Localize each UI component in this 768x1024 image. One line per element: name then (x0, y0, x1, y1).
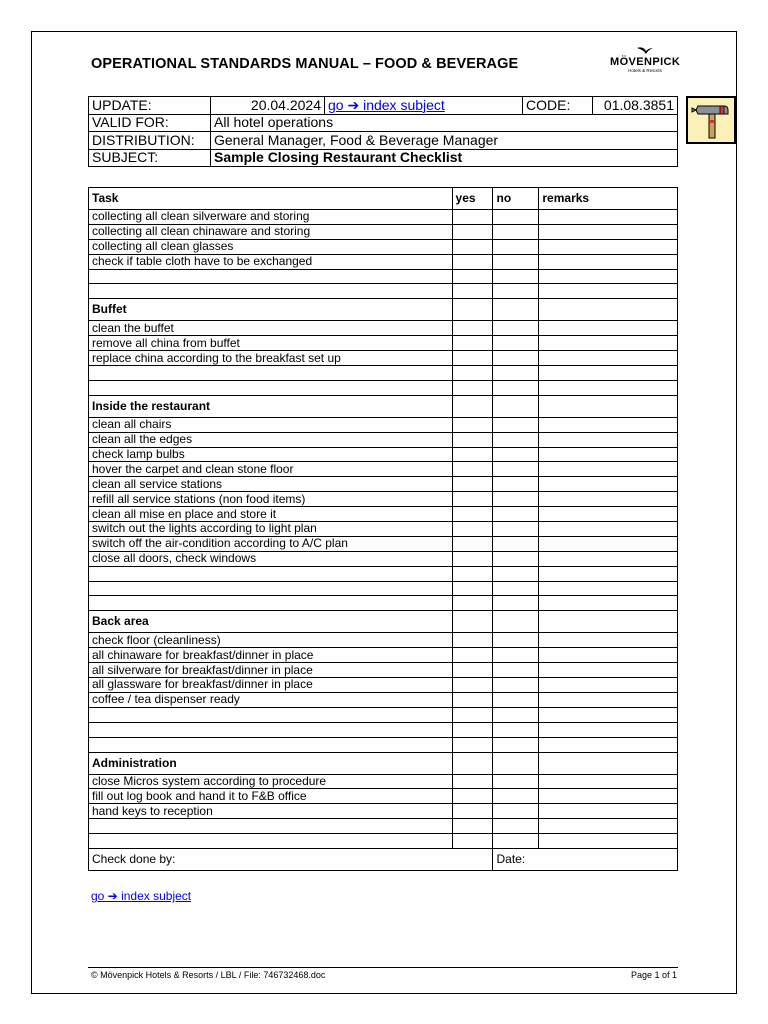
no-cell[interactable] (493, 663, 539, 678)
remarks-cell[interactable] (539, 834, 678, 849)
index-subject-link[interactable]: go ➔ index subject (328, 96, 445, 113)
task-row (89, 366, 678, 381)
task-row (89, 648, 678, 663)
manual-title: OPERATIONAL STANDARDS MANUAL – FOOD & BEVERAGE (91, 56, 519, 72)
task-row (89, 336, 678, 351)
task-row (89, 692, 678, 707)
remarks-cell[interactable] (539, 737, 678, 752)
task-text: check floor (cleanliness) (89, 633, 453, 648)
yes-cell[interactable] (452, 284, 493, 299)
valid-for-value: All hotel operations (211, 114, 678, 132)
remarks-cell[interactable] (539, 581, 678, 596)
no-cell[interactable] (493, 224, 539, 239)
yes-cell[interactable] (452, 336, 493, 351)
distribution-label: DISTRIBUTION: (89, 132, 211, 150)
task-text: replace china according to the breakfast set up (89, 351, 453, 366)
no-cell[interactable] (493, 299, 539, 321)
code-label: CODE: (523, 97, 593, 115)
no-cell[interactable] (493, 269, 539, 284)
no-cell[interactable] (493, 380, 539, 395)
task-row (89, 269, 678, 284)
no-cell[interactable] (493, 692, 539, 707)
no-cell[interactable] (493, 566, 539, 581)
task-row (89, 678, 678, 693)
remarks-cell[interactable] (539, 477, 678, 492)
yes-cell[interactable] (452, 239, 493, 254)
task-header: Task (89, 188, 453, 210)
no-cell[interactable] (493, 633, 539, 648)
yes-cell[interactable] (452, 269, 493, 284)
remarks-cell[interactable] (539, 611, 678, 633)
remarks-cell[interactable] (539, 351, 678, 366)
no-cell[interactable] (493, 819, 539, 834)
yes-cell[interactable] (452, 477, 493, 492)
task-row (89, 239, 678, 254)
section-title: Administration (89, 752, 453, 774)
yes-cell[interactable] (452, 492, 493, 507)
yes-cell[interactable] (452, 224, 493, 239)
yes-cell[interactable] (452, 462, 493, 477)
section-row (89, 395, 678, 417)
yes-cell[interactable] (452, 707, 493, 722)
task-text (89, 269, 453, 284)
task-row (89, 417, 678, 432)
task-text (89, 581, 453, 596)
task-text: clean all mise en place and store it (89, 507, 453, 522)
task-text: all chinaware for breakfast/dinner in place (89, 648, 453, 663)
footer-divider (88, 967, 678, 968)
remarks-cell[interactable] (539, 395, 678, 417)
update-label: UPDATE: (89, 97, 211, 115)
task-text: clean all the edges (89, 432, 453, 447)
remarks-cell[interactable] (539, 819, 678, 834)
yes-cell[interactable] (452, 210, 493, 225)
no-cell[interactable] (493, 447, 539, 462)
no-cell[interactable] (493, 432, 539, 447)
task-text: switch off the air-condition according to A/C plan (89, 536, 453, 551)
section-title: Buffet (89, 299, 453, 321)
footer-page-number: Page 1 of 1 (630, 970, 677, 980)
no-cell[interactable] (493, 507, 539, 522)
task-row (89, 432, 678, 447)
remarks-cell[interactable] (539, 380, 678, 395)
no-cell[interactable] (493, 648, 539, 663)
remarks-cell[interactable] (539, 648, 678, 663)
task-row (89, 380, 678, 395)
remarks-cell[interactable] (539, 804, 678, 819)
task-text: check if table cloth have to be exchanged (89, 254, 453, 269)
section-row (89, 299, 678, 321)
task-row (89, 351, 678, 366)
yes-cell[interactable] (452, 366, 493, 381)
movenpick-logo (610, 44, 680, 78)
section-row (89, 611, 678, 633)
yes-cell[interactable] (452, 447, 493, 462)
no-cell[interactable] (493, 462, 539, 477)
no-cell[interactable] (493, 239, 539, 254)
remarks-cell[interactable] (539, 239, 678, 254)
task-text: hand keys to reception (89, 804, 453, 819)
yes-cell[interactable] (452, 737, 493, 752)
task-row (89, 774, 678, 789)
remarks-cell[interactable] (539, 210, 678, 225)
task-text: all glassware for breakfast/dinner in place (89, 678, 453, 693)
yes-cell[interactable] (452, 351, 493, 366)
remarks-cell[interactable] (539, 633, 678, 648)
bird-logo-icon (610, 44, 680, 56)
task-row (89, 522, 678, 537)
valid-for-label: VALID FOR: (89, 114, 211, 132)
no-cell[interactable] (493, 321, 539, 336)
task-text: clean the buffet (89, 321, 453, 336)
task-text: collecting all clean chinaware and storing (89, 224, 453, 239)
yes-cell[interactable] (452, 834, 493, 849)
task-row (89, 663, 678, 678)
no-cell[interactable] (493, 536, 539, 551)
remarks-cell[interactable] (539, 492, 678, 507)
no-cell[interactable] (493, 707, 539, 722)
task-row (89, 462, 678, 477)
yes-cell[interactable] (452, 380, 493, 395)
task-text: collecting all clean silverware and storing (89, 210, 453, 225)
yes-cell[interactable] (452, 522, 493, 537)
yes-cell[interactable] (452, 722, 493, 737)
yes-cell[interactable] (452, 551, 493, 566)
task-text (89, 566, 453, 581)
remarks-header: remarks (539, 188, 678, 210)
update-date: 20.04.2024 (211, 97, 325, 115)
task-row (89, 804, 678, 819)
remarks-cell[interactable] (539, 566, 678, 581)
remarks-cell[interactable] (539, 432, 678, 447)
index-link-cell (325, 97, 523, 115)
task-text: clean all service stations (89, 477, 453, 492)
task-text: close Micros system according to procedure (89, 774, 453, 789)
yes-cell[interactable] (452, 648, 493, 663)
yes-cell[interactable] (452, 663, 493, 678)
remarks-cell[interactable] (539, 663, 678, 678)
yes-cell[interactable] (452, 692, 493, 707)
no-cell[interactable] (493, 581, 539, 596)
no-cell[interactable] (493, 395, 539, 417)
section-title: Back area (89, 611, 453, 633)
remarks-cell[interactable] (539, 707, 678, 722)
yes-cell[interactable] (452, 566, 493, 581)
remarks-cell[interactable] (539, 224, 678, 239)
remarks-cell[interactable] (539, 299, 678, 321)
task-text: close all doors, check windows (89, 551, 453, 566)
yes-cell[interactable] (452, 752, 493, 774)
hammer-icon (686, 96, 736, 144)
checklist-header-row (89, 188, 678, 210)
no-cell[interactable] (493, 611, 539, 633)
remarks-cell[interactable] (539, 447, 678, 462)
no-cell[interactable] (493, 789, 539, 804)
task-text (89, 834, 453, 849)
yes-cell[interactable] (452, 611, 493, 633)
task-row (89, 633, 678, 648)
task-text (89, 737, 453, 752)
remarks-cell[interactable] (539, 462, 678, 477)
no-cell[interactable] (493, 492, 539, 507)
no-cell[interactable] (493, 336, 539, 351)
task-text: check lamp bulbs (89, 447, 453, 462)
remarks-cell[interactable] (539, 692, 678, 707)
checklist-body (89, 210, 678, 849)
task-text: fill out log book and hand it to F&B office (89, 789, 453, 804)
no-cell[interactable] (493, 522, 539, 537)
no-cell[interactable] (493, 596, 539, 611)
yes-cell[interactable] (452, 596, 493, 611)
task-row (89, 737, 678, 752)
task-row (89, 254, 678, 269)
remarks-cell[interactable] (539, 254, 678, 269)
logo-subtitle: Hotels & Resorts (628, 68, 662, 73)
document-page (31, 31, 737, 994)
code-value: 01.08.3851 (593, 97, 678, 115)
task-row (89, 581, 678, 596)
no-cell[interactable] (493, 351, 539, 366)
subject-label: SUBJECT: (89, 149, 211, 167)
section-row (89, 752, 678, 774)
remarks-cell[interactable] (539, 321, 678, 336)
no-cell[interactable] (493, 477, 539, 492)
remarks-cell[interactable] (539, 284, 678, 299)
task-row (89, 536, 678, 551)
task-text: all silverware for breakfast/dinner in place (89, 663, 453, 678)
no-cell[interactable] (493, 551, 539, 566)
remarks-cell[interactable] (539, 417, 678, 432)
task-row (89, 819, 678, 834)
footer-copyright: © Mövenpick Hotels & Resorts / LBL / File: 746732468.doc (91, 970, 326, 980)
no-cell[interactable] (493, 284, 539, 299)
yes-cell[interactable] (452, 581, 493, 596)
task-row (89, 566, 678, 581)
task-text (89, 284, 453, 299)
remarks-cell[interactable] (539, 366, 678, 381)
task-row (89, 789, 678, 804)
remarks-cell[interactable] (539, 722, 678, 737)
task-text (89, 380, 453, 395)
remarks-cell[interactable] (539, 774, 678, 789)
task-text (89, 707, 453, 722)
task-row (89, 477, 678, 492)
task-row (89, 551, 678, 566)
task-text: coffee / tea dispenser ready (89, 692, 453, 707)
remarks-cell[interactable] (539, 551, 678, 566)
logo-brand-text: MÖVENPICK (610, 56, 681, 68)
remarks-cell[interactable] (539, 507, 678, 522)
no-cell[interactable] (493, 752, 539, 774)
remarks-cell[interactable] (539, 678, 678, 693)
bottom-link-container (91, 889, 191, 903)
yes-cell[interactable] (452, 774, 493, 789)
no-cell[interactable] (493, 737, 539, 752)
remarks-cell[interactable] (539, 596, 678, 611)
task-row (89, 224, 678, 239)
task-text: hover the carpet and clean stone floor (89, 462, 453, 477)
remarks-cell[interactable] (539, 336, 678, 351)
task-text: collecting all clean glasses (89, 239, 453, 254)
task-text: refill all service stations (non food items) (89, 492, 453, 507)
task-row (89, 321, 678, 336)
distribution-value: General Manager, Food & Beverage Manager (211, 132, 678, 150)
yes-cell[interactable] (452, 299, 493, 321)
check-done-by-field[interactable]: Check done by: (89, 848, 493, 870)
yes-header: yes (452, 188, 493, 210)
yes-cell[interactable] (452, 254, 493, 269)
yes-cell[interactable] (452, 633, 493, 648)
yes-cell[interactable] (452, 789, 493, 804)
task-text (89, 819, 453, 834)
task-text: switch out the lights according to light plan (89, 522, 453, 537)
task-row (89, 492, 678, 507)
remarks-cell[interactable] (539, 522, 678, 537)
task-row (89, 447, 678, 462)
yes-cell[interactable] (452, 417, 493, 432)
task-text (89, 596, 453, 611)
signature-row (89, 848, 678, 870)
bottom-index-subject-link[interactable]: go ➔ index subject (91, 889, 192, 903)
remarks-cell[interactable] (539, 269, 678, 284)
yes-cell[interactable] (452, 819, 493, 834)
no-cell[interactable] (493, 417, 539, 432)
yes-cell[interactable] (452, 678, 493, 693)
no-cell[interactable] (493, 804, 539, 819)
no-cell[interactable] (493, 834, 539, 849)
task-row (89, 210, 678, 225)
task-text (89, 366, 453, 381)
yes-cell[interactable] (452, 321, 493, 336)
task-row (89, 707, 678, 722)
no-cell[interactable] (493, 678, 539, 693)
document-meta-table (88, 96, 678, 167)
yes-cell[interactable] (452, 507, 493, 522)
no-cell[interactable] (493, 722, 539, 737)
task-text: clean all chairs (89, 417, 453, 432)
task-row (89, 722, 678, 737)
task-text (89, 722, 453, 737)
yes-cell[interactable] (452, 804, 493, 819)
task-row (89, 834, 678, 849)
task-row (89, 284, 678, 299)
remarks-cell[interactable] (539, 752, 678, 774)
no-header: no (493, 188, 539, 210)
remarks-cell[interactable] (539, 536, 678, 551)
task-text: remove all china from buffet (89, 336, 453, 351)
section-title: Inside the restaurant (89, 395, 453, 417)
yes-cell[interactable] (452, 432, 493, 447)
subject-value: Sample Closing Restaurant Checklist (211, 149, 678, 167)
yes-cell[interactable] (452, 536, 493, 551)
task-row (89, 507, 678, 522)
no-cell[interactable] (493, 366, 539, 381)
no-cell[interactable] (493, 254, 539, 269)
no-cell[interactable] (493, 774, 539, 789)
task-row (89, 596, 678, 611)
closing-checklist-table (88, 187, 678, 871)
no-cell[interactable] (493, 210, 539, 225)
remarks-cell[interactable] (539, 789, 678, 804)
yes-cell[interactable] (452, 395, 493, 417)
date-field[interactable]: Date: (493, 848, 678, 870)
